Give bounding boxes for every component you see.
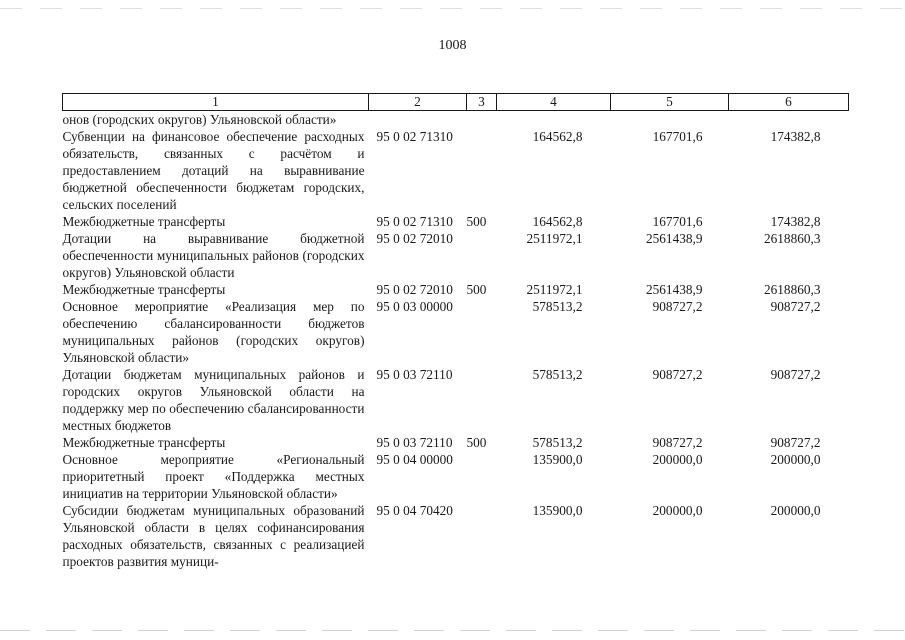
table-row bbox=[63, 230, 849, 281]
row-value-col6: 2618860,3 bbox=[763, 282, 821, 297]
column-header-4: 4 bbox=[497, 94, 611, 111]
scan-artifact-bottom bbox=[0, 630, 905, 631]
row-value-col5: 167701,6 bbox=[652, 214, 703, 229]
row-expense-type: 500 bbox=[466, 214, 487, 229]
row-value-col4: 578513,2 bbox=[532, 435, 583, 450]
table-row bbox=[63, 434, 849, 451]
row-value-col4: 578513,2 bbox=[532, 299, 583, 314]
row-code: 95 0 03 72110 bbox=[376, 367, 453, 382]
row-expense-type bbox=[467, 366, 497, 434]
row-name: Межбюджетные трансферты bbox=[62, 214, 226, 229]
row-value-col4: 164562,8 bbox=[532, 129, 583, 144]
row-name: онов (городских округов) Ульяновской области» bbox=[62, 112, 337, 127]
row-code: 95 0 04 70420 bbox=[376, 503, 453, 518]
row-value-col4: 2511972,1 bbox=[526, 231, 583, 246]
row-name: Межбюджетные трансферты bbox=[62, 282, 226, 297]
table-row bbox=[63, 366, 849, 434]
row-value-col6: 200000,0 bbox=[770, 452, 821, 467]
row-expense-type bbox=[467, 451, 497, 502]
row-code: 95 0 02 72010 bbox=[376, 231, 453, 246]
row-code: 95 0 02 71310 bbox=[376, 129, 453, 144]
row-code: 95 0 03 00000 bbox=[376, 299, 453, 314]
table-header-row bbox=[63, 94, 849, 111]
column-header-2: 2 bbox=[369, 94, 467, 111]
row-value-col6: 174382,8 bbox=[770, 129, 821, 144]
page-number: 1008 bbox=[438, 38, 467, 53]
row-value-col5: 2561438,9 bbox=[645, 282, 703, 297]
table-row bbox=[63, 298, 849, 366]
row-expense-type bbox=[467, 128, 497, 213]
row-value-col4: 135900,0 bbox=[532, 503, 583, 518]
column-header-1: 1 bbox=[63, 94, 369, 111]
row-code: 95 0 03 72110 bbox=[376, 435, 453, 450]
row-value-col4 bbox=[497, 111, 611, 129]
row-value-col4: 135900,0 bbox=[532, 452, 583, 467]
row-value-col5: 167701,6 bbox=[652, 129, 703, 144]
row-expense-type: 500 bbox=[466, 282, 487, 297]
table-row bbox=[63, 281, 849, 298]
table-row bbox=[63, 213, 849, 230]
row-name: Основное мероприятие «Реализация мер по обеспечению сбалансированности бюджетов муниципальных районов (городских округов) Ульяновской области» bbox=[62, 299, 365, 365]
row-name: Дотации бюджетам муниципальных районов и городских округов Ульяновской области на поддержку мер по обеспечению сбалансированности местных бюджетов bbox=[62, 367, 365, 433]
table-row bbox=[63, 451, 849, 502]
column-header-5: 5 bbox=[611, 94, 729, 111]
row-value-col6: 200000,0 bbox=[770, 503, 821, 518]
table-row bbox=[63, 111, 849, 129]
row-value-col6: 908727,2 bbox=[770, 367, 821, 382]
row-value-col5: 200000,0 bbox=[652, 452, 703, 467]
row-value-col4: 164562,8 bbox=[532, 214, 583, 229]
row-expense-type bbox=[467, 230, 497, 281]
row-code bbox=[369, 111, 467, 129]
row-name: Дотации на выравнивание бюджетной обеспеченности муниципальных районов (городских округов) Ульяновской области bbox=[62, 231, 365, 280]
scan-artifact-top bbox=[0, 8, 905, 9]
row-code: 95 0 02 71310 bbox=[376, 214, 453, 229]
row-expense-type bbox=[467, 298, 497, 366]
budget-table bbox=[62, 93, 849, 570]
row-expense-type bbox=[467, 111, 497, 129]
row-value-col5: 2561438,9 bbox=[645, 231, 703, 246]
row-value-col6: 908727,2 bbox=[770, 435, 821, 450]
row-value-col5: 908727,2 bbox=[652, 435, 703, 450]
row-value-col6: 2618860,3 bbox=[763, 231, 821, 246]
row-name: Основное мероприятие «Региональный приоритетный проект «Поддержка местных инициатив на территории Ульяновской области» bbox=[62, 452, 365, 501]
row-value-col5: 908727,2 bbox=[652, 299, 703, 314]
row-code: 95 0 04 00000 bbox=[376, 452, 453, 467]
column-header-3: 3 bbox=[467, 94, 497, 111]
row-value-col5: 908727,2 bbox=[652, 367, 703, 382]
column-header-6: 6 bbox=[729, 94, 849, 111]
row-name: Межбюджетные трансферты bbox=[62, 435, 226, 450]
table-row bbox=[63, 502, 849, 570]
budget-table-container bbox=[62, 93, 849, 570]
row-value-col5 bbox=[611, 111, 729, 129]
row-expense-type bbox=[467, 502, 497, 570]
row-value-col6 bbox=[729, 111, 849, 129]
row-value-col6: 908727,2 bbox=[770, 299, 821, 314]
row-code: 95 0 02 72010 bbox=[376, 282, 453, 297]
row-value-col6: 174382,8 bbox=[770, 214, 821, 229]
row-expense-type: 500 bbox=[466, 435, 487, 450]
row-value-col5: 200000,0 bbox=[652, 503, 703, 518]
table-row bbox=[63, 128, 849, 213]
row-name: Субсидии бюджетам муниципальных образований Ульяновской области в целях софинансирования расходных обязательств, связанных с реализацией проектов развития муници- bbox=[62, 503, 365, 569]
row-value-col4: 2511972,1 bbox=[526, 282, 583, 297]
row-name: Субвенции на финансовое обеспечение расходных обязательств, связанных с расчётом и предоставлением дотаций на выравнивание бюджетной обеспеченности бюджетам городских, сельских поселений bbox=[62, 129, 365, 212]
row-value-col4: 578513,2 bbox=[532, 367, 583, 382]
